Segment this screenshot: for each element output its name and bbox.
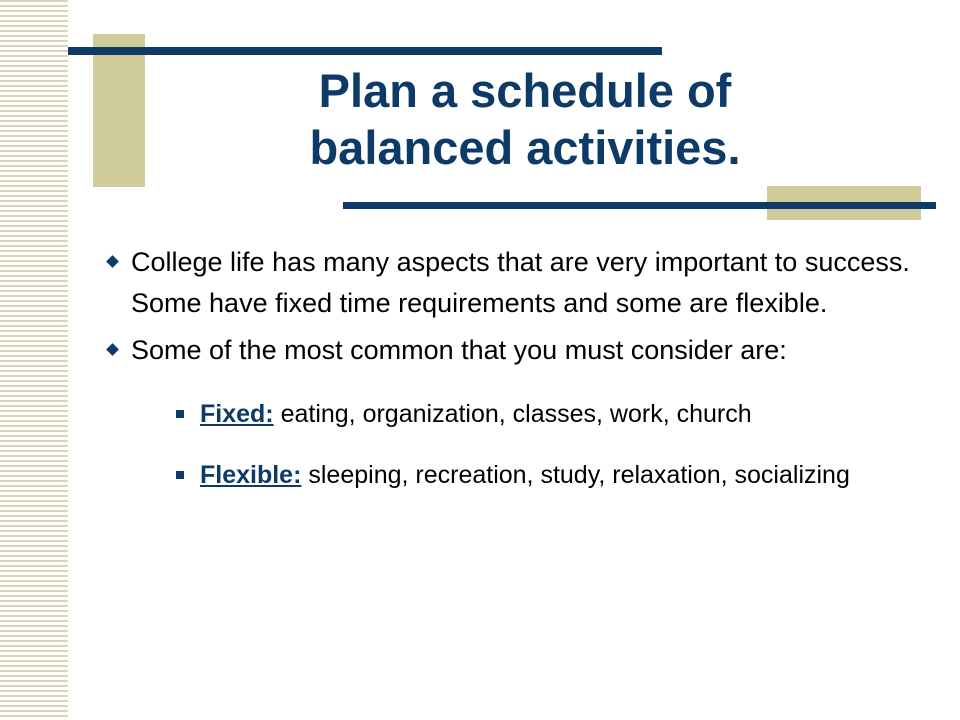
sub-bullet-item — [172, 457, 924, 493]
sub-bullet-item — [172, 396, 924, 432]
accent-block-top — [93, 34, 145, 187]
sub-bullet-text: eating, organization, classes, work, church — [273, 400, 752, 428]
accent-line-top — [68, 47, 662, 55]
bullet-item — [104, 330, 924, 371]
sub-bullet-keyword: Flexible: — [200, 461, 302, 489]
title-line-1: Plan a schedule of — [318, 64, 732, 117]
bullet-text: College life has many aspects that are very important to success. Some have fixed time requirements and some are flexible. — [131, 247, 910, 318]
square-bullet-icon — [176, 471, 184, 479]
diamond-bullet-icon — [106, 255, 119, 268]
diamond-bullet-icon — [106, 343, 119, 356]
sub-bullet-text: sleeping, recreation, study, relaxation, socializing — [301, 461, 850, 489]
slide-content — [104, 242, 924, 501]
bullet-text: Some of the most common that you must consider are: — [131, 335, 787, 365]
slide-title — [170, 62, 880, 176]
accent-line-bottom — [343, 202, 936, 209]
sub-bullet-keyword: Fixed: — [200, 400, 274, 428]
bullet-item — [104, 242, 924, 324]
square-bullet-icon — [176, 410, 184, 418]
left-stripe-decoration — [0, 0, 68, 720]
title-line-2: balanced activities. — [309, 121, 741, 174]
